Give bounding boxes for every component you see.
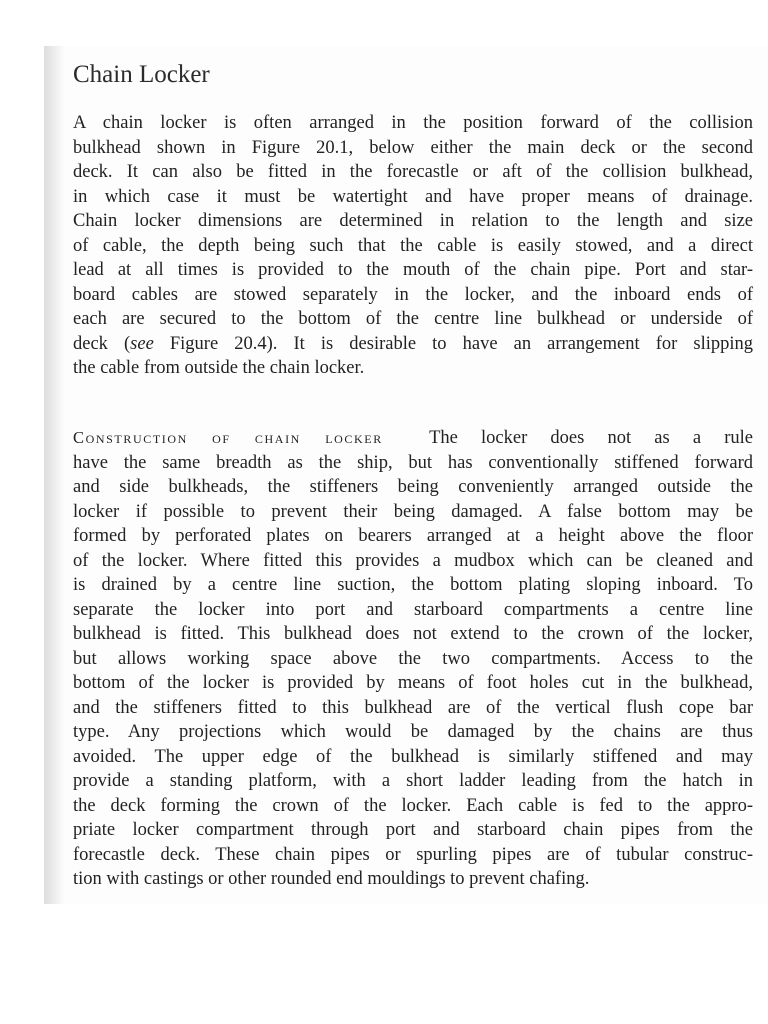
- run-in-heading: Construction of chain locker: [73, 428, 383, 447]
- text-fragment: The locker does not as a rule: [429, 428, 754, 448]
- text-line: bulkhead shown in Figure 20.1, below either the main deck or the second: [73, 137, 753, 158]
- text-line: bottom of the locker is provided by means of foot holes cut in the bulkhead,: [73, 673, 753, 693]
- text-line: [73, 426, 753, 451]
- text-line: of cable, the depth being such that the cable is easily stowed, and a direct: [73, 235, 753, 256]
- text-line: and side bulkheads, the stiffeners being conveniently arranged outside the: [73, 477, 753, 497]
- text-line: and the stiffeners fitted to this bulkhead are of the vertical flush cope bar: [73, 697, 753, 718]
- text-line: board cables are stowed separately in the locker, and the inboard ends of: [73, 284, 753, 305]
- text-line: of the locker. Where fitted this provides a mudbox which can be cleaned and: [73, 550, 753, 571]
- text-line: in which case it must be watertight and have proper means of drainage.: [73, 186, 753, 207]
- text-line: but allows working space above the two compartments. Access to the: [73, 648, 753, 669]
- text-line: formed by perforated plates on bearers arranged at a height above the floor: [73, 526, 753, 546]
- text-line: avoided. The upper edge of the bulkhead is similarly stiffened and may: [73, 746, 753, 767]
- text-line: have the same breadth as the ship, but has conventionally stiffened forward: [73, 452, 753, 473]
- text-line: bulkhead is fitted. This bulkhead does not extend to the crown of the locker,: [73, 624, 753, 644]
- text-fragment: Figure 20.4). It is desirable to have an arrangement for slipping: [153, 333, 753, 354]
- italic-see: see: [130, 333, 154, 354]
- text-line: the cable from outside the chain locker.: [73, 358, 365, 378]
- text-line: Chain locker dimensions are determined in relation to the length and size: [73, 211, 753, 231]
- text-line: locker if possible to prevent their being damaged. A false bottom may be: [73, 501, 753, 522]
- text-line: priate locker compartment through port and starboard chain pipes from the: [73, 820, 753, 840]
- text-line: provide a standing platform, with a short ladder leading from the hatch in: [73, 771, 753, 791]
- paragraph-chain-locker: [73, 111, 753, 381]
- text-fragment: deck (: [73, 333, 131, 354]
- text-line: forecastle deck. These chain pipes or spurling pipes are of tubular construc-: [73, 844, 753, 865]
- text-line: type. Any projections which would be damaged by the chains are thus: [73, 722, 753, 742]
- text-line: the deck forming the crown of the locker. Each cable is fed to the appro-: [73, 795, 753, 816]
- text-line: is drained by a centre line suction, the bottom plating sloping inboard. To: [73, 575, 753, 595]
- text-line: [73, 332, 753, 357]
- text-line: lead at all times is provided to the mouth of the chain pipe. Port and star-: [73, 260, 753, 280]
- section-heading: Chain Locker: [73, 61, 210, 88]
- text-line: each are secured to the bottom of the centre line bulkhead or underside of: [73, 309, 753, 329]
- text-line: deck. It can also be fitted in the forecastle or aft of the collision bulkhead,: [73, 162, 753, 182]
- text-line: separate the locker into port and starboard compartments a centre line: [73, 599, 753, 620]
- paragraph-construction: [73, 426, 753, 892]
- scan-edge-shadow: [44, 46, 66, 904]
- text-line: A chain locker is often arranged in the position forward of the collision: [73, 113, 753, 133]
- text-line: tion with castings or other rounded end mouldings to prevent chafing.: [73, 869, 590, 889]
